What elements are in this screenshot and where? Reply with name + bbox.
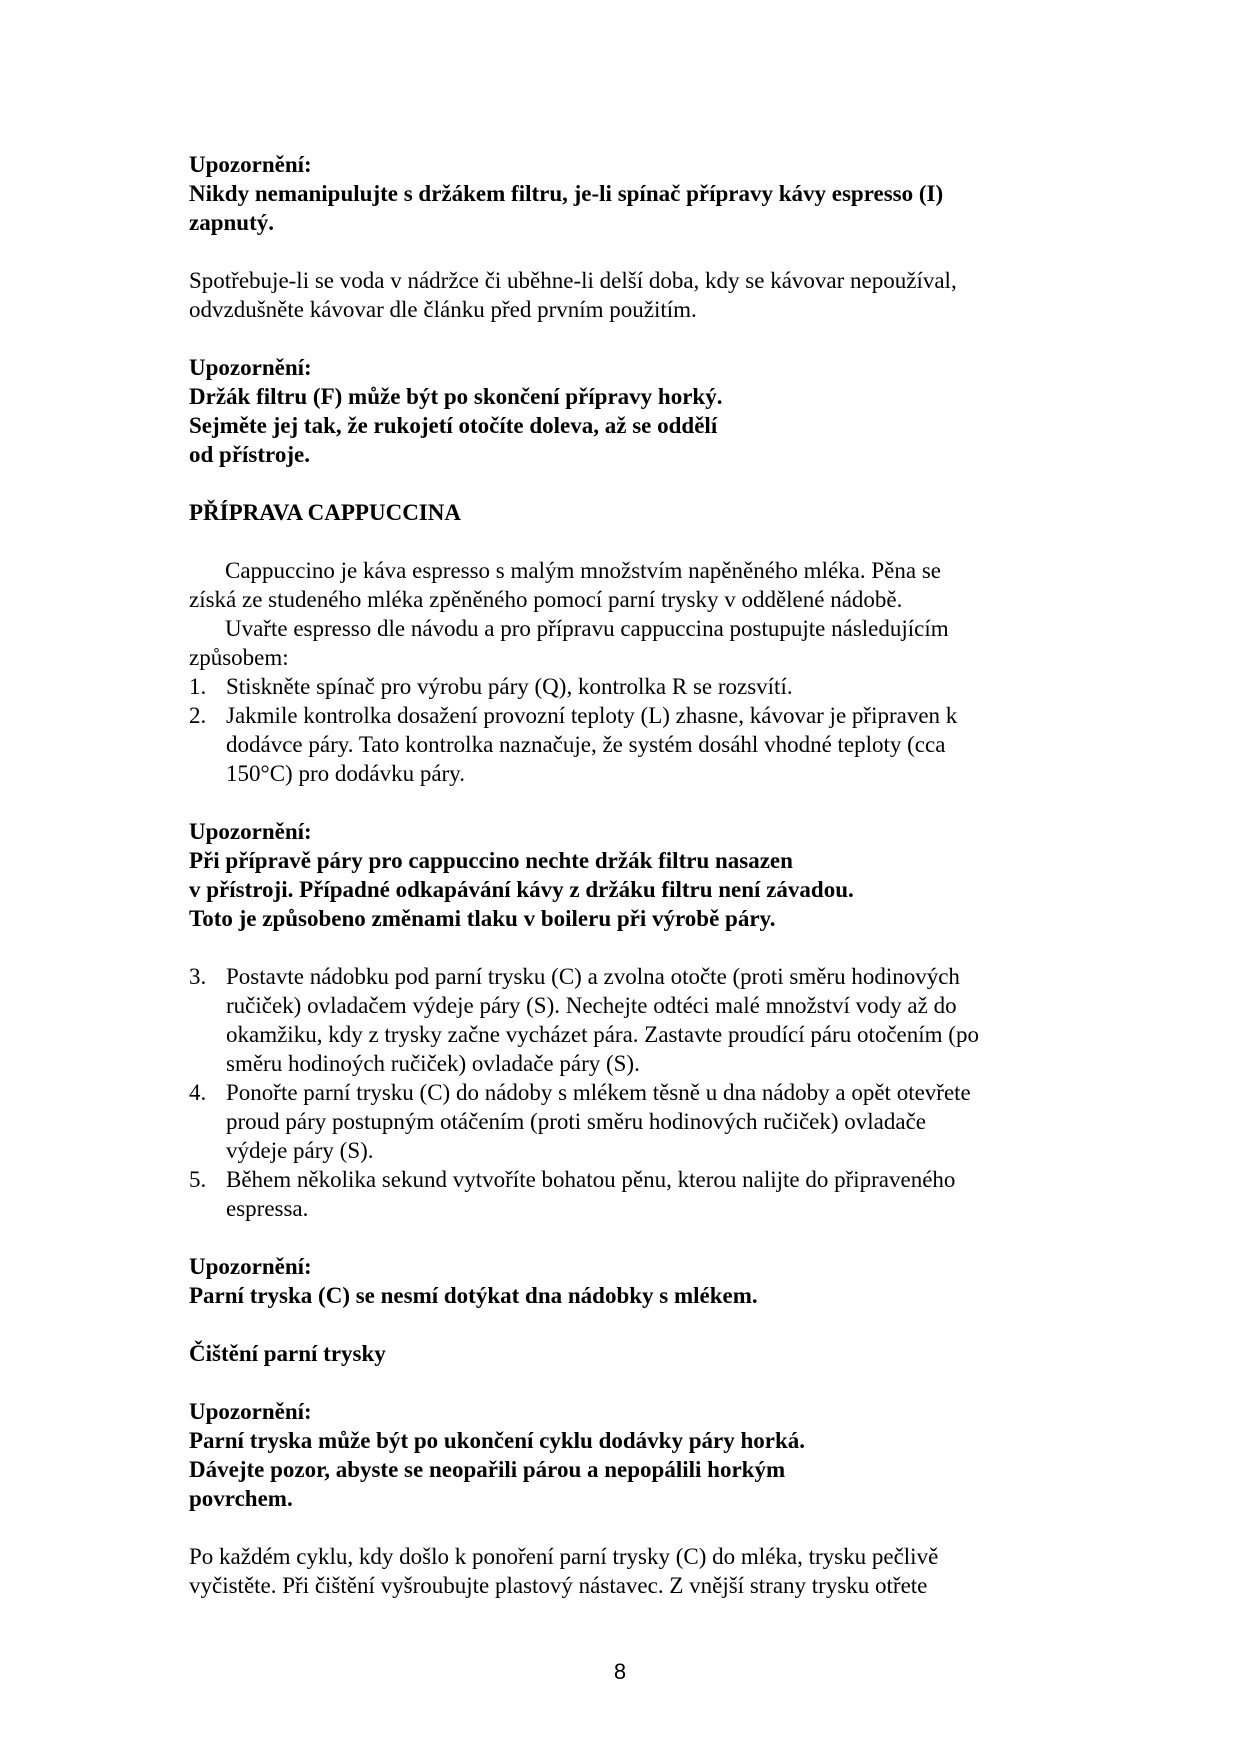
warning-line: Sejměte jej tak, že rukojetí otočíte doleva, až se oddělí bbox=[189, 413, 718, 438]
warning-line: od přístroje. bbox=[189, 442, 310, 467]
warning-title: Upozornění: bbox=[189, 1254, 312, 1279]
text-line: výdeje páry (S). bbox=[226, 1138, 374, 1163]
paragraph-2 bbox=[189, 1542, 1069, 1600]
section-heading-cleaning: Čištění parní trysky bbox=[189, 1341, 386, 1366]
text-line: proud páry postupným otáčením (proti směru hodinových ručiček) ovladače bbox=[226, 1109, 927, 1134]
text-line: Spotřebuje-li se voda v nádržce či uběhne-li delší doba, kdy se kávovar nepoužíval, bbox=[189, 268, 957, 293]
page-number: 8 bbox=[613, 1659, 627, 1684]
warning-1 bbox=[189, 150, 1069, 237]
text-line: ručiček) ovladačem výdeje páry (S). Nechejte odtéci malé množství vody až do bbox=[226, 993, 957, 1018]
page-content bbox=[189, 150, 1069, 1600]
text-line: odvzdušněte kávovar dle článku před prvním použitím. bbox=[189, 297, 697, 322]
text-line: vyčistěte. Při čištění vyšroubujte plastový nástavec. Z vnější strany trysku otřete bbox=[189, 1573, 928, 1598]
warning-2 bbox=[189, 353, 1069, 469]
text-line: 150°C) pro dodávku páry. bbox=[226, 761, 465, 786]
text-line: Ponořte parní trysku (C) do nádoby s mlékem těsně u dna nádoby a opět otevřete bbox=[226, 1080, 971, 1105]
warning-line: Držák filtru (F) může být po skončení přípravy horký. bbox=[189, 384, 723, 409]
text-line: Postavte nádobku pod parní trysku (C) a zvolna otočte (proti směru hodinových bbox=[226, 964, 960, 989]
text-line: získá ze studeného mléka zpěněného pomocí parní trysky v oddělené nádobě. bbox=[189, 587, 903, 612]
warning-line: v přístroji. Případné odkapávání kávy z držáku filtru není závadou. bbox=[189, 877, 854, 902]
list-number: 4. bbox=[189, 1080, 207, 1105]
warning-title: Upozornění: bbox=[189, 1399, 312, 1424]
text-line: espressa. bbox=[226, 1196, 309, 1221]
warning-line: Parní tryska (C) se nesmí dotýkat dna nádobky s mlékem. bbox=[189, 1283, 758, 1308]
warning-line: zapnutý. bbox=[189, 210, 274, 235]
text-line: okamžiku, kdy z trysky začne vycházet pára. Zastavte proudící páru otočením (po bbox=[226, 1022, 979, 1047]
list-item bbox=[189, 672, 1069, 701]
steps-list-a bbox=[189, 672, 1069, 788]
steps-list-b bbox=[189, 962, 1069, 1223]
section-heading-cappuccino: PŘÍPRAVA CAPPUCCINA bbox=[189, 500, 461, 525]
text-line: Uvařte espresso dle návodu a pro přípravu cappuccina postupujte následujícím bbox=[225, 616, 949, 641]
text-line: Stiskněte spínač pro výrobu páry (Q), kontrolka R se rozsvítí. bbox=[226, 674, 793, 699]
list-number: 5. bbox=[189, 1167, 207, 1192]
warning-3 bbox=[189, 817, 1069, 933]
warning-line: Parní tryska může být po ukončení cyklu dodávky páry horká. bbox=[189, 1428, 805, 1453]
list-number: 1. bbox=[189, 674, 207, 699]
warning-5 bbox=[189, 1397, 1069, 1513]
warning-title: Upozornění: bbox=[189, 355, 312, 380]
list-item bbox=[189, 1078, 1069, 1165]
warning-title: Upozornění: bbox=[189, 819, 312, 844]
list-item bbox=[189, 962, 1069, 1078]
list-item bbox=[189, 701, 1069, 788]
warning-4 bbox=[189, 1252, 1069, 1310]
list-item bbox=[189, 1165, 1069, 1223]
warning-line: Nikdy nemanipulujte s držákem filtru, je-li spínač přípravy kávy espresso (I) bbox=[189, 181, 944, 206]
text-line: Po každém cyklu, kdy došlo k ponoření parní trysky (C) do mléka, trysku pečlivě bbox=[189, 1544, 939, 1569]
paragraph-1 bbox=[189, 266, 1069, 324]
text-line: Cappuccino je káva espresso s malým množstvím napěněného mléka. Pěna se bbox=[225, 558, 941, 583]
warning-line: Při přípravě páry pro cappuccino nechte držák filtru nasazen bbox=[189, 848, 793, 873]
list-number: 2. bbox=[189, 703, 207, 728]
warning-line: povrchem. bbox=[189, 1486, 293, 1511]
text-line: dodávce páry. Tato kontrolka naznačuje, že systém dosáhl vhodné teploty (cca bbox=[226, 732, 946, 757]
text-line: Jakmile kontrolka dosažení provozní teploty (L) zhasne, kávovar je připraven k bbox=[226, 703, 958, 728]
text-line: způsobem: bbox=[189, 645, 289, 670]
warning-line: Dávejte pozor, abyste se neopařili párou a nepopálili horkým bbox=[189, 1457, 786, 1482]
text-line: Během několika sekund vytvoříte bohatou pěnu, kterou nalijte do připraveného bbox=[226, 1167, 956, 1192]
intro-paragraph bbox=[189, 556, 1069, 672]
warning-title: Upozornění: bbox=[189, 152, 312, 177]
warning-line: Toto je způsobeno změnami tlaku v boileru při výrobě páry. bbox=[189, 906, 776, 931]
text-line: směru hodinoých ručiček) ovladače páry (S). bbox=[226, 1051, 640, 1076]
list-number: 3. bbox=[189, 964, 207, 989]
